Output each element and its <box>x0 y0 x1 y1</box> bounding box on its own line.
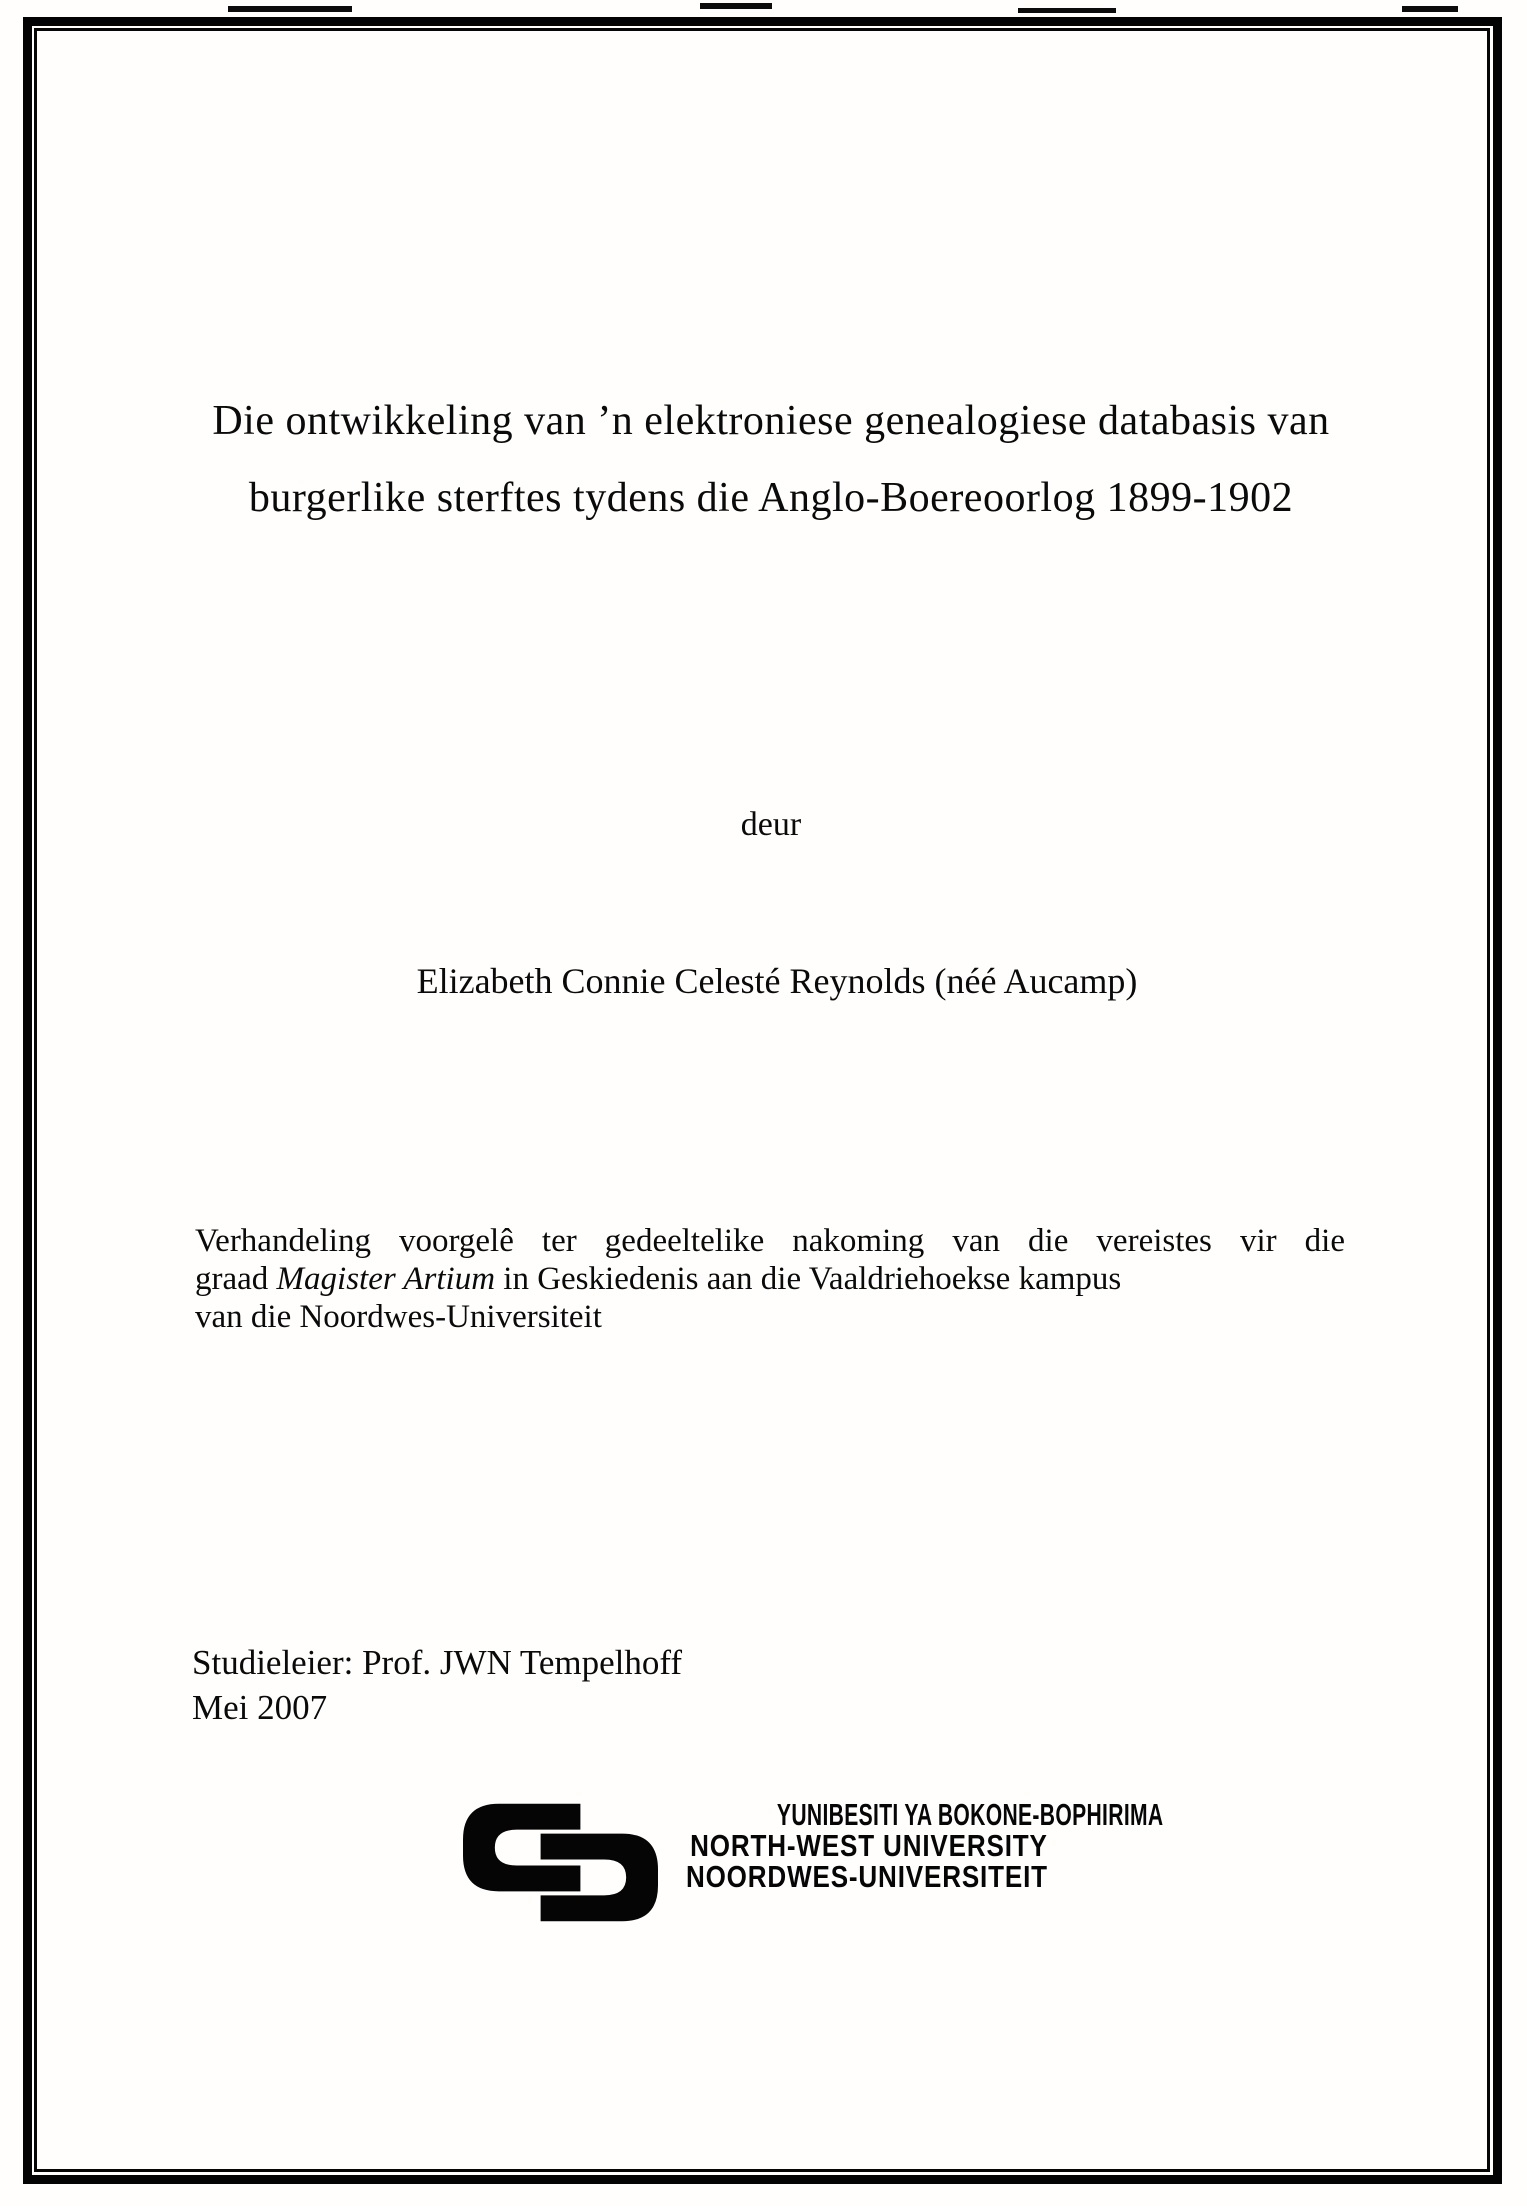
scan-artifact <box>1018 8 1116 13</box>
university-wordmark <box>595 1797 1164 1894</box>
scan-artifact <box>1402 6 1458 12</box>
thesis-title-line1: Die ontwikkeling van ’n elektroniese genealogiese databasis van <box>212 398 1330 444</box>
degree-statement <box>195 1222 1345 1336</box>
supervisor-line: Studieleier: Prof. JWN Tempelhoff <box>192 1643 683 1682</box>
wordmark-english: NORTH-WEST UNIVERSITY <box>690 1828 1048 1863</box>
wordmark-setswana: YUNIBESITI YA BOKONE-BOPHIRIMA <box>776 1797 1164 1832</box>
degree-statement-line2-suffix: in Geskiedenis aan die Vaaldriehoekse kampus <box>495 1261 1122 1297</box>
thesis-title <box>195 383 1347 537</box>
scan-artifact <box>700 3 772 9</box>
degree-statement-line2-prefix: graad <box>195 1261 277 1297</box>
degree-statement-line3: van die Noordwes-Universiteit <box>195 1299 602 1335</box>
degree-statement-line1: Verhandeling voorgelê ter gedeeltelike nakoming van die vereistes vir die <box>195 1223 1345 1259</box>
byline: deur <box>740 806 802 843</box>
wordmark-afrikaans: NOORDWES-UNIVERSITEIT <box>686 1859 1048 1894</box>
degree-statement-line2 <box>195 1260 1345 1298</box>
supervisor-block <box>192 1640 1092 1730</box>
author-name: Elizabeth Connie Celesté Reynolds (néé Aucamp) <box>416 961 1138 1001</box>
degree-title-italic: Magister Artium <box>276 1261 496 1297</box>
scan-artifact <box>228 6 352 12</box>
date-line: Mei 2007 <box>192 1688 328 1727</box>
thesis-title-line2: burgerlike sterftes tydens die Anglo-Boereoorlog 1899-1902 <box>248 475 1294 521</box>
